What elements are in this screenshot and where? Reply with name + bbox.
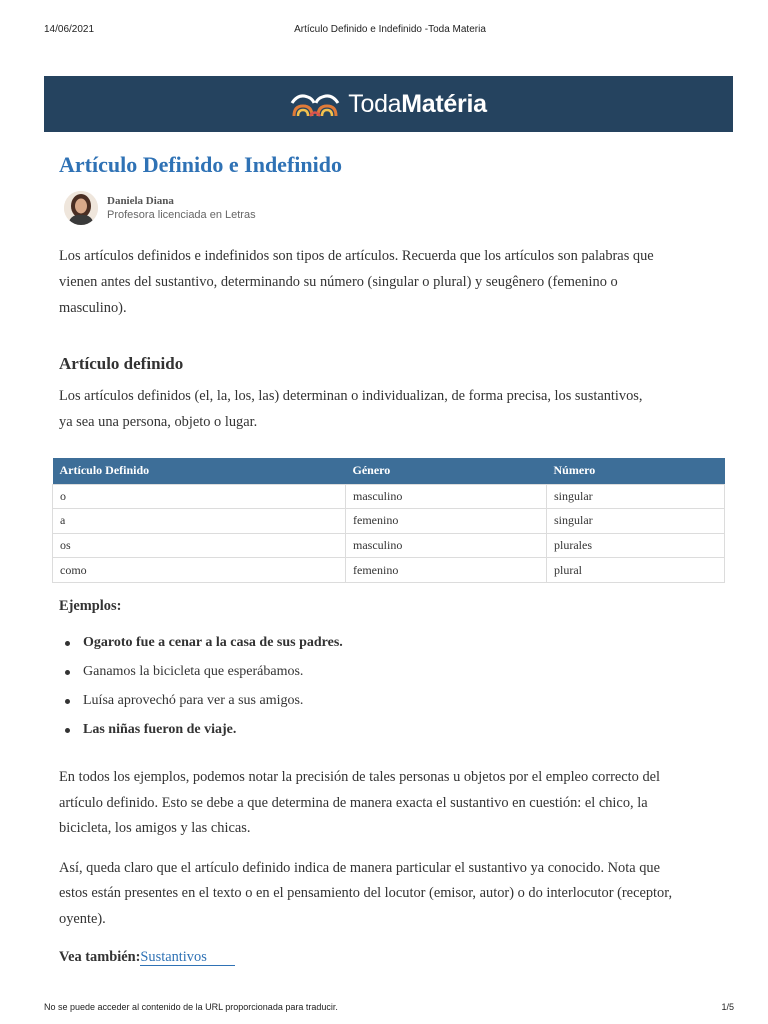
print-footer — [44, 1002, 734, 1016]
print-document-title: Artículo Definido e Indefinido -Toda Materia — [294, 24, 486, 35]
table-cell: o — [53, 484, 346, 509]
see-also — [59, 949, 679, 966]
table-row — [53, 558, 725, 583]
table-header-cell: Número — [547, 458, 725, 484]
see-also-label: Vea también: — [59, 948, 141, 965]
article — [59, 152, 659, 449]
author-name[interactable]: Daniela Diana — [107, 195, 174, 208]
table-cell: plurales — [547, 533, 725, 558]
table-cell: como — [53, 558, 346, 583]
author-photo-icon — [64, 191, 98, 225]
table-cell: singular — [547, 509, 725, 534]
logo-text-part1: Toda — [348, 89, 402, 118]
logo-text-part2: Matéria — [401, 89, 487, 118]
table-cell: plural — [547, 558, 725, 583]
definite-article-table — [52, 458, 725, 583]
intro-paragraph: Los artículos definidos e indefinidos son tipos de artículos. Recuerda que los artículos son palabras que vienen antes del sustantivo, determinando su número (singular o plural) y seugênero (femenino o masculino). — [59, 248, 654, 316]
book-logo-icon — [290, 89, 340, 119]
list-item: Luísa aprovechó para ver a sus amigos. — [59, 686, 679, 715]
see-also-link[interactable]: Sustantivos — [140, 949, 234, 966]
table-cell: masculino — [346, 533, 547, 558]
table-cell: masculino — [346, 484, 547, 509]
list-item: Ganamos la bicicleta que esperábamos. — [59, 657, 679, 686]
section-paragraph: Los artículos definidos (el, la, los, las) determinan o individualizan, de forma precisa, los sustantivos, ya sea una persona, objeto o lugar. — [59, 388, 643, 430]
site-banner — [44, 76, 733, 132]
author-role: Profesora licenciada en Letras — [107, 209, 256, 222]
examples-label: Ejemplos: — [59, 598, 122, 614]
table-cell: femenino — [346, 558, 547, 583]
print-header — [44, 24, 736, 38]
site-logo[interactable] — [290, 89, 486, 119]
explanation-paragraph: En todos los ejemplos, podemos notar la precisión de tales personas u objetos por el empleo correcto del artículo definido. Esto se debe a que determina de manera exacta el sustantivo en cuestión: el chico, la bicicleta, los amigos y las chicas. — [59, 769, 661, 837]
author-avatar — [64, 191, 98, 225]
print-date: 14/06/2021 — [44, 24, 95, 35]
article-title: Artículo Definido e Indefinido — [59, 152, 342, 177]
logo-text — [348, 90, 486, 119]
footer-message: No se puede acceder al contenido de la URL proporcionada para traducir. — [44, 1002, 338, 1012]
table-row — [53, 484, 725, 509]
section-heading: Artículo definido — [59, 354, 184, 374]
list-item: Las niñas fueron de viaje. — [59, 715, 679, 744]
page-number: 1/5 — [721, 1002, 734, 1012]
table-cell: singular — [547, 484, 725, 509]
table-cell: femenino — [346, 509, 547, 534]
table-row — [53, 533, 725, 558]
table-cell: a — [53, 509, 346, 534]
table-cell: os — [53, 533, 346, 558]
table-row — [53, 509, 725, 534]
table-header-cell: Género — [346, 458, 547, 484]
table-header-row — [53, 458, 725, 484]
table-header-cell: Artículo Definido — [53, 458, 346, 484]
examples-list — [59, 628, 679, 744]
conclusion-paragraph: Así, queda claro que el artículo definido indica de manera particular el sustantivo ya conocido. Nota que estos están presentes en el texto o en el pensamiento del locutor (emisor, autor) o do interlocutor (receptor, oyente). — [59, 859, 673, 927]
examples-section — [59, 598, 679, 966]
author-block — [59, 190, 659, 226]
list-item: Ogaroto fue a cenar a la casa de sus padres. — [59, 628, 679, 657]
